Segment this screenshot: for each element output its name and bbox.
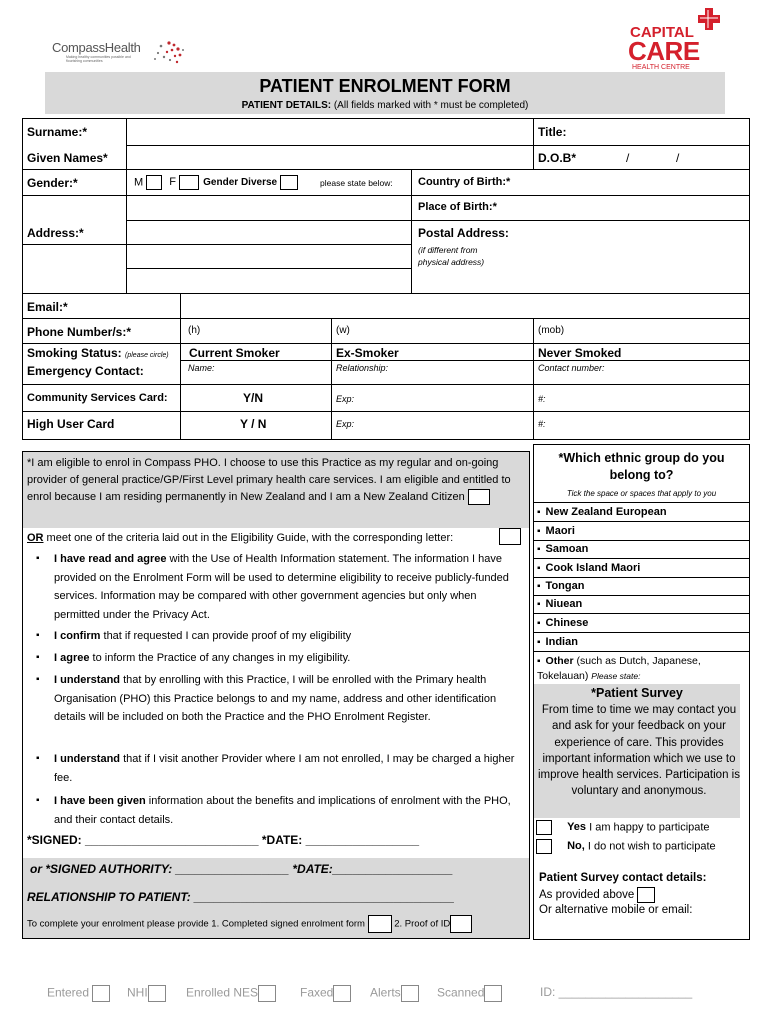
title-label: Title: (538, 125, 567, 139)
survey-yes-option[interactable] (536, 820, 710, 835)
proof-instructions (27, 915, 472, 933)
page-subtitle (45, 100, 725, 111)
compass-logo-text: CompassHealth (52, 40, 141, 55)
capital-care-logo (628, 8, 728, 72)
enrolled-nes-checkbox[interactable] (258, 985, 276, 1002)
address-input-2[interactable] (128, 246, 410, 267)
ex-smoker-option[interactable]: Ex-Smoker (336, 346, 399, 360)
compass-health-logo (52, 38, 192, 70)
office-faxed (300, 985, 351, 1002)
bullet-text: to inform the Practice of any changes in my eligibility. (89, 652, 351, 664)
survey-no-bold: No, (567, 840, 585, 853)
place-of-birth-input[interactable] (505, 197, 748, 219)
capital-text: CAPITAL (630, 24, 694, 41)
office-alerts (370, 985, 419, 1002)
compass-dots-icon (149, 38, 187, 68)
faxed-label: Faxed (300, 985, 334, 1000)
gender-f-checkbox[interactable] (179, 175, 199, 190)
alerts-label: Alerts (370, 985, 401, 1000)
never-smoked-option[interactable]: Never Smoked (538, 346, 622, 360)
bullet-text: information about the benefits and implications of enrolment with the PHO, and their contact details. (54, 795, 511, 826)
signed-authority-line[interactable]: or *SIGNED AUTHORITY: _________________ *DATE:__________________ (30, 862, 453, 876)
survey-yes-checkbox[interactable] (536, 820, 552, 835)
survey-contact-title: Patient Survey contact details: (539, 872, 707, 884)
bullet-text: that if I visit another Provider where I am not enrolled, I may be charged a higher fee. (54, 753, 515, 784)
as-provided-checkbox[interactable] (637, 887, 655, 903)
gender-state-label: please state below: (320, 178, 393, 188)
survey-as-provided (539, 887, 655, 903)
bullet-understand-fee (54, 750, 520, 787)
as-provided-text: As provided above (539, 889, 635, 902)
country-of-birth-input[interactable] (535, 171, 748, 194)
entered-checkbox[interactable] (92, 985, 110, 1002)
bullet-bold: I understand (54, 753, 121, 765)
office-nhi (127, 985, 166, 1002)
bullet-bold: I agree (54, 652, 90, 664)
other-please-state: Please state: (591, 671, 641, 681)
huc-exp-field[interactable]: Exp: (336, 419, 355, 429)
other-bold: Other (545, 655, 574, 667)
signed-line[interactable]: *SIGNED: __________________________ *DATE: _________________ (27, 833, 420, 847)
scanned-checkbox[interactable] (484, 985, 502, 1002)
ethnic-note: Tick the space or spaces that apply to you (566, 489, 717, 498)
phone-mobile-input[interactable]: (mob) (538, 325, 565, 336)
address-input-1[interactable] (128, 222, 410, 243)
ethnic-item-niuean[interactable]: ▪ Niuean (537, 598, 743, 610)
or-criteria-line (27, 532, 453, 544)
huc-label: High User Card (27, 417, 115, 431)
bullet-bold: I understand (54, 674, 121, 686)
bullet-text: that by enrolling with this Practice, I will be enrolled with the Primary health Organisation (PHO) this Practice belongs to and my name, address and other identification details will be included on both the Practice and the PHO Enrolment Register. (54, 674, 497, 723)
emergency-contact-label: Emergency Contact: (27, 364, 144, 378)
care-text: CARE (628, 36, 700, 66)
nhi-label: NHI (127, 985, 148, 1000)
bullet-been-given (54, 792, 520, 829)
dob-input[interactable]: / / (626, 151, 680, 165)
surname-label: Surname:* (27, 125, 88, 139)
ethnic-title: *Which ethnic group do you belong to? (558, 451, 725, 482)
postal-address-label: Postal Address: (418, 226, 509, 240)
ethnic-item-nz-european[interactable]: ▪ New Zealand European (537, 506, 743, 518)
enrolled-nes-label: Enrolled NES (186, 985, 259, 1000)
other-text: (such as Dutch, Japanese, Tokelauan) (537, 655, 701, 682)
page-title: PATIENT ENROLMENT FORM (259, 76, 511, 96)
bullet-bold: I confirm (54, 630, 101, 642)
csc-exp-field[interactable]: Exp: (336, 394, 355, 404)
ethnic-item-maori[interactable]: ▪ Maori (537, 525, 743, 537)
gender-state-input[interactable] (128, 197, 410, 219)
smoking-label-text: Smoking Status: (27, 346, 122, 360)
survey-alternative[interactable]: Or alternative mobile or email: (539, 904, 693, 916)
gender-diverse-label: Gender Diverse (203, 177, 278, 189)
gender-label: Gender:* (27, 176, 78, 190)
surname-input[interactable] (128, 120, 531, 144)
scanned-label: Scanned (437, 985, 485, 1000)
criteria-letter-box[interactable] (499, 528, 521, 545)
subtitle-bold: PATIENT DETAILS: (241, 100, 332, 111)
smoking-label (27, 346, 169, 360)
bullet-bold: I have read and agree (54, 553, 167, 565)
medical-cross-icon (698, 8, 720, 30)
faxed-checkbox[interactable] (333, 985, 351, 1002)
smoking-note: (please circle) (125, 352, 169, 359)
ethnic-item-tongan[interactable]: ▪ Tongan (537, 580, 743, 592)
phone-label: Phone Number/s:* (27, 325, 132, 339)
bullet-bold: I have been given (54, 795, 146, 807)
bullet-read-agree (54, 550, 520, 624)
gender-diverse-checkbox[interactable] (280, 175, 298, 190)
ethnic-item-indian[interactable]: ▪ Indian (537, 636, 743, 648)
survey-no-checkbox[interactable] (536, 839, 552, 854)
office-id[interactable]: ID: ____________________ (540, 985, 693, 999)
ethnic-item-cook-island-maori[interactable]: ▪ Cook Island Maori (537, 562, 743, 574)
email-input[interactable] (182, 295, 748, 317)
or-word: OR (27, 532, 44, 544)
nhi-checkbox[interactable] (148, 985, 166, 1002)
bullet-confirm (54, 627, 520, 646)
csc-yn[interactable]: Y/N (243, 391, 264, 405)
current-smoker-option[interactable]: Current Smoker (189, 346, 280, 360)
survey-yes-text: I am happy to participate (586, 821, 710, 834)
proof-text: To complete your enrolment please provide 1. Completed signed enrolment form (27, 918, 365, 930)
survey-body: From time to time we may contact you and ask for your feedback on your experience of care. This provides important information which we use to improve health services. Participation is voluntary and anonymous. (538, 704, 740, 798)
gender-f-label: F (169, 176, 177, 189)
phone-work-input[interactable]: (w) (336, 325, 350, 336)
ethnic-item-chinese[interactable]: ▪ Chinese (537, 617, 743, 629)
title-input[interactable] (580, 120, 748, 144)
bullet-agree (54, 649, 520, 668)
ethnic-item-other[interactable]: ▪ Other (such as Dutch, Japanese, Tokelauan) Please state: (537, 655, 701, 682)
alerts-checkbox[interactable] (401, 985, 419, 1002)
survey-no-option[interactable] (536, 839, 716, 854)
csc-number-field[interactable]: #: (538, 394, 546, 404)
huc-yn[interactable]: Y / N (240, 417, 267, 431)
address-input-3[interactable] (128, 270, 410, 292)
health-centre-text: HEALTH CENTRE (632, 64, 690, 71)
postal-address-input[interactable] (513, 222, 748, 292)
address-label: Address:* (27, 226, 84, 240)
bullet-understand-pho (54, 671, 520, 727)
eligibility-paragraph (27, 455, 527, 506)
compass-tagline: Making healthy communities possible and flourishing communities (66, 55, 131, 63)
bullet-text: that if requested I can provide proof of my eligibility (100, 630, 352, 642)
entered-label: Entered (47, 985, 90, 1000)
dob-label: D.O.B* (538, 151, 577, 165)
postal-address-note: (if different from physical address) (418, 245, 485, 267)
office-scanned (437, 985, 502, 1002)
gender-options (134, 175, 298, 190)
email-label: Email:* (27, 300, 68, 314)
huc-number-field[interactable]: #: (538, 419, 546, 429)
bullet-text: with the Use of Health Information statement. The information I have provided on the Enrolment Form will be used to determine eligibility to receive publicly-funded services. Information may be compared with other government agencies but only when permitted under the Privacy Act. (54, 553, 509, 621)
phone-home-input[interactable]: (h) (188, 325, 201, 336)
proof-id-checkbox[interactable] (450, 915, 472, 933)
emergency-relationship-field[interactable]: Relationship: (336, 363, 389, 373)
given-names-input[interactable] (128, 147, 531, 168)
subtitle-rest: (All fields marked with * must be completed) (331, 100, 529, 111)
nz-citizen-checkbox[interactable] (468, 489, 490, 505)
eligibility-text: *I am eligible to enrol in Compass PHO. I choose to use this Practice as my regular and on-going provider of general practice/GP/First Level primary health care services. I am eligible and entitled to enrol because I am residing permanently in New Zealand and I am a New Zealand Citizen (27, 457, 511, 503)
csc-label: Community Services Card: (27, 392, 168, 404)
signed-form-checkbox[interactable] (368, 915, 392, 933)
gender-m-checkbox[interactable] (146, 175, 162, 190)
emergency-contact-number-field[interactable]: Contact number: (538, 363, 605, 373)
office-enrolled-nes (186, 985, 276, 1002)
office-entered (47, 985, 110, 1002)
survey-yes-bold: Yes (567, 821, 587, 834)
proof-id-text: 2. Proof of ID (394, 918, 451, 930)
or-text: meet one of the criteria laid out in the Eligibility Guide, with the corresponding letter: (43, 532, 454, 544)
emergency-name-field[interactable]: Name: (188, 363, 215, 373)
relationship-line[interactable]: RELATIONSHIP TO PATIENT: _______________________________________ (27, 890, 455, 904)
place-of-birth-label: Place of Birth:* (418, 201, 497, 213)
survey-title: *Patient Survey (591, 686, 683, 700)
given-names-label: Given Names* (27, 151, 108, 165)
gender-m-label: M (134, 176, 144, 189)
country-of-birth-label: Country of Birth:* (418, 176, 511, 188)
ethnic-item-samoan[interactable]: ▪ Samoan (537, 543, 743, 555)
survey-no-text: I do not wish to participate (584, 840, 716, 853)
